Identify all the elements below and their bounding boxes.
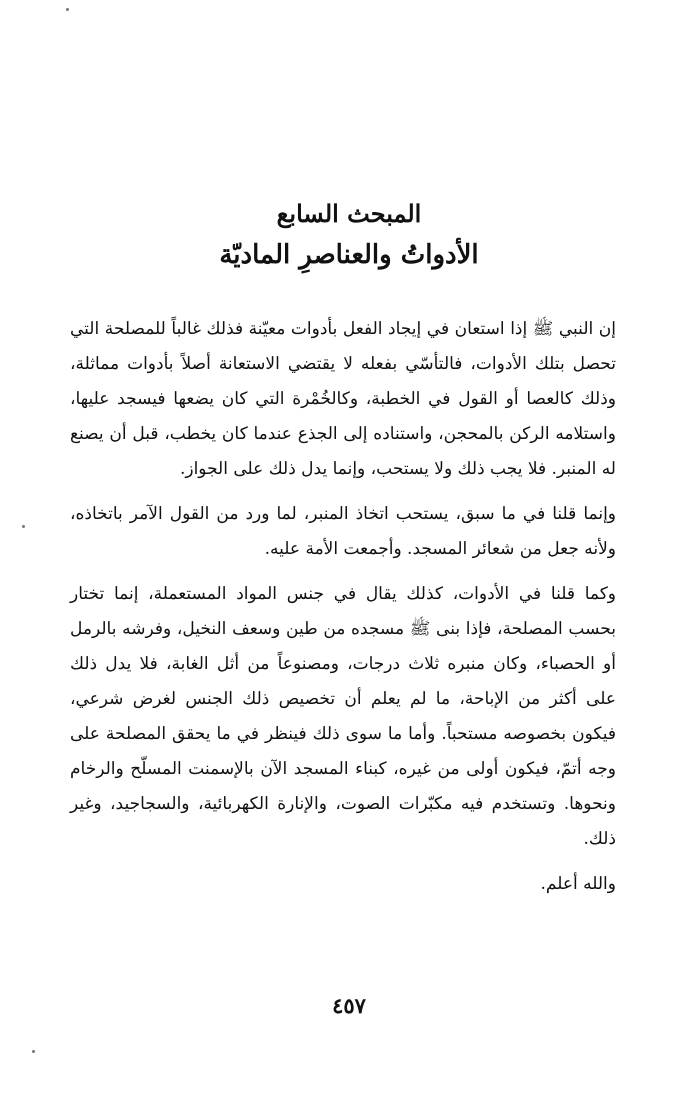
closing-line: والله أعلم. xyxy=(540,874,616,894)
section-title: المبحث السابع xyxy=(276,199,422,228)
speck-mark xyxy=(22,525,25,528)
body-text xyxy=(70,312,616,902)
page-number: ٤٥٧ xyxy=(332,993,366,1018)
section-heading xyxy=(0,196,698,276)
paragraph: وكما قلنا في الأدوات، كذلك يقال في جنس المواد المستعملة، إنما تختار بحسب المصلحة، فإذا بنى ﷺ مسجده من طين وسعف النخيل، وفرشه بالرمل أو الحصباء، وكان منبره ثلاث درجات، ومصنوعاً من أثل الغابة، فلا يدل ذلك على أكثر من الإباحة، ما لم يعلم أن تخصيص ذلك الجنس لغرض شرعي، فيكون بخصوصه مستحباً. وأما ما سوى ذلك فينظر في ما يحقق المصلحة على وجه أتمّ، فيكون أولى من غيره، كبناء المسجد الآن بالإسمنت المسلّح والرخام ونحوها. وتستخدم فيه مكبّرات الصوت، والإنارة الكهربائية، والسجاجيد، وغير ذلك. xyxy=(70,584,616,849)
section-subtitle: الأدواتُ والعناصرِ الماديّة xyxy=(219,240,479,270)
paragraph: إن النبي ﷺ إذا استعان في إيجاد الفعل بأدوات معيّنة فذلك غالباً للمصلحة التي تحصل بتلك الأدوات، فالتأسّي بفعله لا يقتضي الاستعانة أصلاً بأدوات مماثلة، وذلك كالعصا أو القول في الخطبة، وكالخُمْرة التي كان يضعها فيسجد عليها، واستلامه الركن بالمحجن، واستناده إلى الجذع عندما كان يخطب، قبل أن يصنع له المنبر. فلا يجب ذلك ولا يستحب، وإنما يدل ذلك على الجواز. xyxy=(70,319,616,479)
speck-mark xyxy=(66,8,69,11)
paragraph: وإنما قلنا في ما سبق، يستحب اتخاذ المنبر، لما ورد من القول الآمر باتخاذه، ولأنه جعل من شعائر المسجد. وأجمعت الأمة عليه. xyxy=(70,504,616,559)
speck-mark xyxy=(32,1050,35,1053)
